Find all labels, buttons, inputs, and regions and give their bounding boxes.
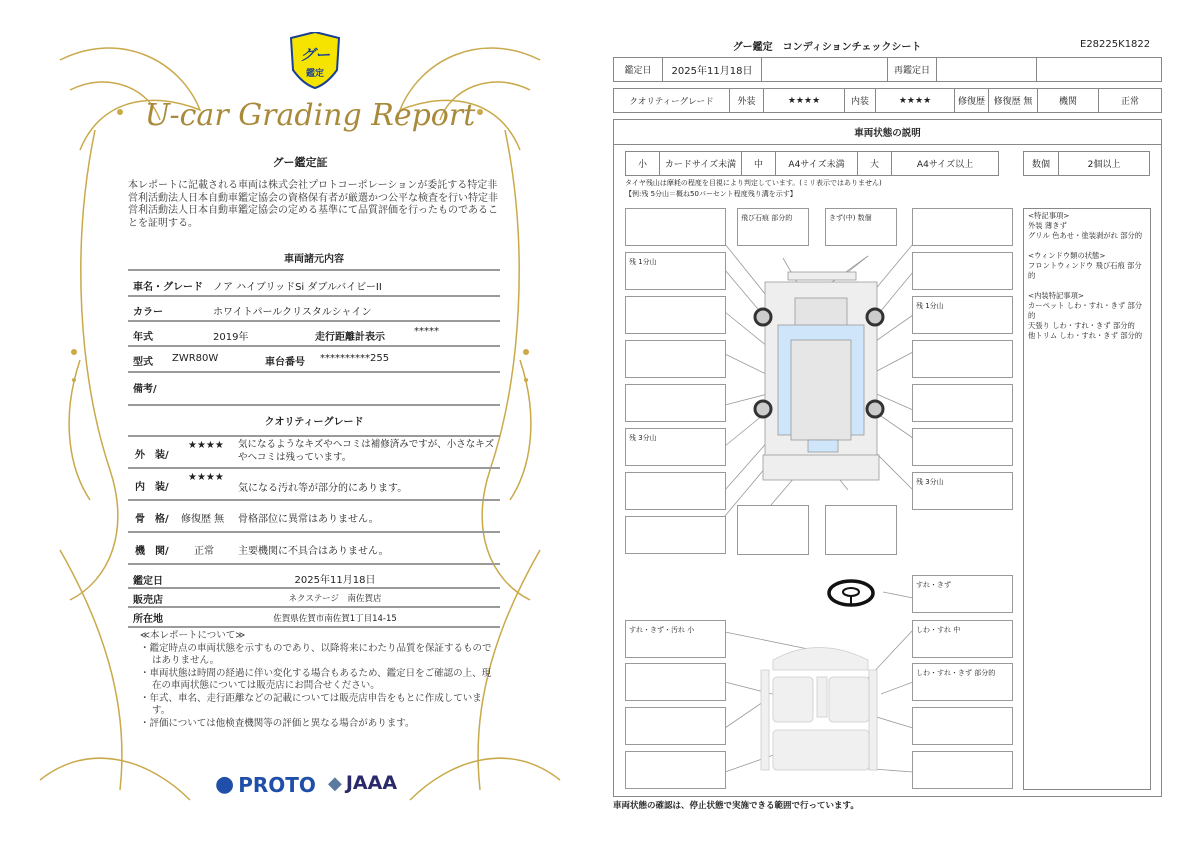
ext-damage-box: [625, 208, 726, 246]
ext-damage-box: 残 3分山: [912, 472, 1013, 510]
int-damage-box: しわ・すれ・きず 部分的: [912, 663, 1013, 701]
addr-label: 所在地: [133, 614, 163, 625]
chassis-label: 車台番号: [265, 357, 305, 368]
note-line: <内装特記事項>: [1028, 291, 1085, 300]
model-value: ZWR80W: [172, 353, 219, 364]
note-line: グリル 色あせ・塗装剥がれ 部分的: [1028, 231, 1143, 240]
int-label: 内装: [844, 88, 876, 113]
proto-logo: ● PROTO: [215, 772, 316, 797]
tire-example: 【例:残 5分山＝概ね50パーセント程度残り溝を示す】: [625, 190, 797, 198]
engine-label: 機関: [1037, 88, 1099, 113]
int-grade: ★★★★: [875, 88, 955, 113]
section-title: 車両状態の説明: [613, 119, 1162, 145]
special-notes: [1023, 208, 1151, 790]
ext-damage-box: 飛び石痕 部分的: [737, 208, 809, 246]
ext-damage-box: [912, 208, 1013, 246]
frame-label: 骨 格/: [135, 514, 169, 525]
car-interior-view: [761, 648, 877, 771]
note-line: カーペット しわ・すれ・きず 部分的: [1028, 301, 1143, 320]
about-item: ・鑑定時点の車両状態を示すものであり、以降将来にわたり品質を保証するものではありません。: [140, 642, 492, 666]
date-blank: [761, 57, 888, 82]
about-item: ・年式、車名、走行距離などの記載については販売店申告をもとに作成しています。: [140, 692, 482, 716]
ext-damage-box: 残 1分山: [912, 296, 1013, 334]
svg-text:鑑定: 鑑定: [305, 69, 325, 79]
svg-text:グー: グー: [299, 46, 331, 64]
legend-large-desc: A4サイズ以上: [891, 151, 999, 176]
name-label: 車名・グレード: [133, 282, 203, 293]
about-title: ≪本レポートについて≫: [140, 630, 246, 641]
count-value: 2個以上: [1058, 151, 1150, 176]
ext-damage-box: [625, 516, 726, 554]
frame-grade: 修復歴 無: [181, 514, 225, 525]
date-value: 2025年11月18日: [662, 57, 762, 82]
ext-damage-box: [625, 472, 726, 510]
sheet-footer: 車両状態の確認は、停止状態で実施できる範囲で行っています。: [613, 801, 859, 811]
int-damage-box: [912, 707, 1013, 745]
repair-label: 修復歴: [954, 88, 989, 113]
date-value: 2025年11月18日: [294, 575, 376, 586]
vehicle-name: ノア ハイブリッドSi ダブルバイビーII: [213, 282, 382, 293]
legend-small: 小: [625, 151, 660, 176]
date-label: 鑑定日: [613, 57, 663, 82]
ext-damage-box: [912, 384, 1013, 422]
ext-damage-box: [625, 384, 726, 422]
ext-damage-box: 残 3分山: [625, 428, 726, 466]
ext-damage-box: [625, 340, 726, 378]
int-desc: 気になる汚れ等が部分的にあります。: [238, 483, 408, 494]
jaaa-mark-icon: ◆: [328, 772, 342, 794]
note-line: <ウィンドウ類の状態>: [1028, 251, 1106, 260]
ext-label: 外装: [729, 88, 764, 113]
ext-damage-box: [625, 296, 726, 334]
vehicle-year: 2019年: [213, 332, 249, 343]
note-line: [1028, 241, 1146, 251]
int-damage-box: しわ・すれ 中: [912, 620, 1013, 658]
car-top-view: [763, 272, 879, 480]
about-report: [140, 630, 500, 730]
repair-value: 修復歴 無: [988, 88, 1038, 113]
legend-small-desc: カードサイズ未満: [659, 151, 742, 176]
ext-damage-box: [912, 252, 1013, 290]
redate-label: 再鑑定日: [887, 57, 937, 82]
note-line: 他トリム しわ・すれ・きず 部分的: [1028, 331, 1143, 340]
jaaa-logo: ◆ JAAA: [328, 772, 398, 794]
ext-grade: ★★★★: [763, 88, 845, 113]
redate-blank: [1036, 57, 1162, 82]
int-damage-box: すれ・きず: [912, 575, 1013, 613]
quality-title: クオリティーグレード: [264, 417, 364, 428]
int-damage-box: [625, 663, 726, 701]
about-item: ・車両状態は時間の経過に伴い変化する場合もあるため、鑑定日をご確認の上、現在の車両状態については販売店にお問合せください。: [140, 667, 492, 691]
document-id: E28225K1822: [1080, 39, 1151, 50]
report-title: U-car Grading Report: [144, 98, 476, 133]
int-damage-box: [912, 751, 1013, 789]
model-label: 型式: [133, 357, 153, 368]
ext-grade: ★★★★: [188, 440, 224, 451]
steering-wheel-icon: [829, 581, 873, 605]
count-label: 数個: [1023, 151, 1059, 176]
goo-kantei-badge-logo: [287, 32, 343, 90]
redate-value: [936, 57, 1037, 82]
shop-value: ネクステージ 南佐賀店: [288, 594, 382, 604]
cert-text: 本レポートに記載される車両は株式会社プロトコーポレーションが委託する特定非営利活動法人日本自動車鑑定協会の資格保有者が厳選かつ公平な検査を行い特定非営利活動法人日本自動車鑑定協会の定める基準にて品質評価を行ったものであることを証明する。: [128, 180, 498, 229]
odo-value: *****: [414, 326, 439, 337]
engine-value: 正常: [1098, 88, 1162, 113]
note-line: 天張り しわ・すれ・きず 部分的: [1028, 321, 1135, 330]
ext-desc: 気になるようなキズやヘコミは補修済みですが、小さなキズやヘコミは残っています。: [238, 439, 495, 463]
engine-grade: 正常: [194, 546, 214, 557]
legend-medium: 中: [741, 151, 776, 176]
int-label: 内 装/: [135, 482, 169, 493]
addr-value: 佐賀県佐賀市南佐賀1丁目14-15: [273, 614, 397, 624]
vehicle-color: ホワイトパールクリスタルシャイン: [213, 307, 372, 318]
proto-mark-icon: ●: [215, 772, 235, 797]
color-label: カラー: [133, 307, 163, 318]
ext-damage-box: [912, 340, 1013, 378]
cert-title: グー鑑定証: [272, 156, 328, 169]
ext-damage-box: [825, 505, 897, 555]
int-damage-box: [625, 751, 726, 789]
tire-note: タイヤ残山は摩耗の程度を目視により判定しています。(ミリ表示ではありません): [625, 179, 882, 187]
odo-label: 走行距離計表示: [315, 332, 385, 343]
ext-damage-box: [737, 505, 809, 555]
date-label: 鑑定日: [133, 576, 163, 587]
int-damage-box: [625, 707, 726, 745]
note-line: フロントウィンドウ 飛び石痕 部分的: [1028, 261, 1142, 280]
spec-title: 車両諸元内容: [284, 254, 344, 265]
ext-label: 外 装/: [135, 450, 169, 461]
remarks-label: 備考/: [133, 384, 157, 395]
ext-damage-box: [912, 428, 1013, 466]
note-line: 外装 薄きず: [1028, 221, 1067, 230]
sheet-title: グー鑑定 コンディションチェックシート: [732, 42, 922, 53]
ext-damage-box: 残 1分山: [625, 252, 726, 290]
shop-label: 販売店: [133, 595, 163, 606]
note-line: <特記事項>: [1028, 211, 1070, 220]
chassis-value: **********255: [320, 353, 390, 364]
engine-desc: 主要機関に不具合はありません。: [238, 546, 389, 557]
note-line: [1028, 281, 1146, 291]
legend-large: 大: [857, 151, 892, 176]
int-grade: ★★★★: [188, 472, 224, 483]
grade-label: クオリティーグレード: [613, 88, 730, 113]
int-damage-box: すれ・きず・汚れ 小: [625, 620, 726, 658]
frame-desc: 骨格部位に異常はありません。: [238, 514, 379, 525]
about-item: ・評価については他検査機関等の評価と異なる場合があります。: [140, 717, 415, 729]
legend-medium-desc: A4サイズ未満: [775, 151, 858, 176]
engine-label: 機 関/: [135, 546, 169, 557]
year-label: 年式: [133, 332, 153, 343]
ext-damage-box: きず(中) 数個: [825, 208, 897, 246]
